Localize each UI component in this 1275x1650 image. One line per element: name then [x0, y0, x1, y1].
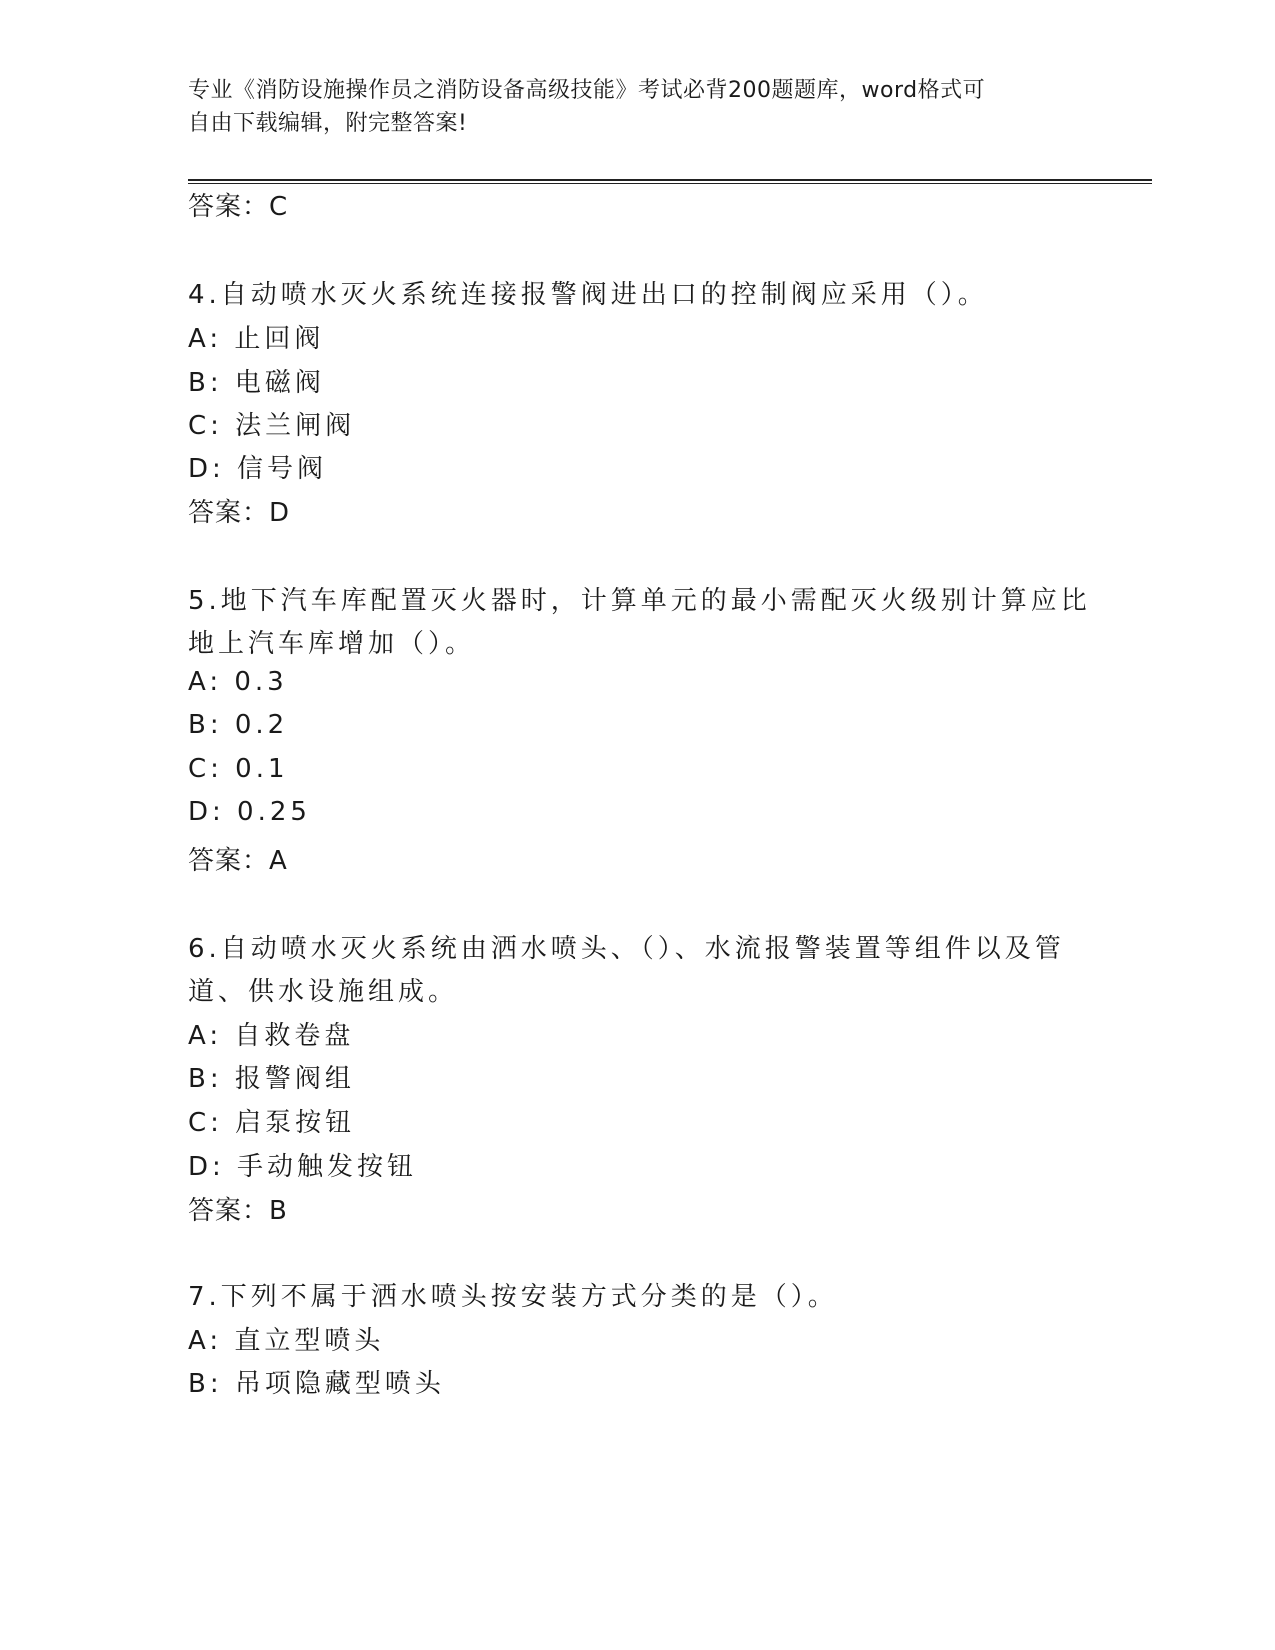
header-divider — [188, 179, 1152, 181]
header-line-1: 专业《消防设施操作员之消防设备高级技能》考试必背200题题库，word格式可 — [188, 78, 986, 103]
option-a: A: 止回阀 — [188, 324, 325, 354]
header-line-2: 自由下载编辑，附完整答案! — [188, 111, 468, 136]
option-d: D: 手动触发按钮 — [188, 1152, 418, 1182]
answer-line: 答案：C — [188, 192, 289, 222]
option-b: B: 吊项隐藏型喷头 — [188, 1369, 445, 1399]
option-a: A: 0.3 — [188, 667, 288, 697]
document-header — [188, 74, 1068, 140]
answer-line: 答案：D — [188, 498, 291, 528]
question-stem: 4.自动喷水灭火系统连接报警阀进出口的控制阀应采用（）。 — [188, 280, 988, 310]
header-divider-thin — [188, 183, 1152, 184]
option-a: A: 直立型喷头 — [188, 1326, 385, 1356]
question-stem: 6.自动喷水灭火系统由洒水喷头、（）、水流报警装置等组件以及管 — [188, 934, 1065, 964]
question-stem-cont: 道、供水设施组成。 — [188, 977, 459, 1007]
question-stem: 5.地下汽车库配置灭火器时，计算单元的最小需配灭火级别计算应比 — [188, 586, 1091, 616]
option-b: B: 0.2 — [188, 710, 289, 740]
option-d: D: 0.25 — [188, 797, 311, 827]
option-a: A: 自救卷盘 — [188, 1021, 355, 1051]
option-d: D: 信号阀 — [188, 454, 328, 484]
question-stem: 7.下列不属于洒水喷头按安装方式分类的是（）。 — [188, 1282, 838, 1312]
answer-line: 答案：A — [188, 846, 288, 876]
answer-line: 答案：B — [188, 1196, 288, 1226]
option-c: C: 启泵按钮 — [188, 1108, 356, 1138]
question-stem-cont: 地上汽车库增加（）。 — [188, 629, 476, 659]
option-b: B: 电磁阀 — [188, 368, 325, 398]
option-b: B: 报警阀组 — [188, 1064, 355, 1094]
option-c: C: 法兰闸阀 — [188, 411, 356, 441]
option-c: C: 0.1 — [188, 754, 289, 784]
